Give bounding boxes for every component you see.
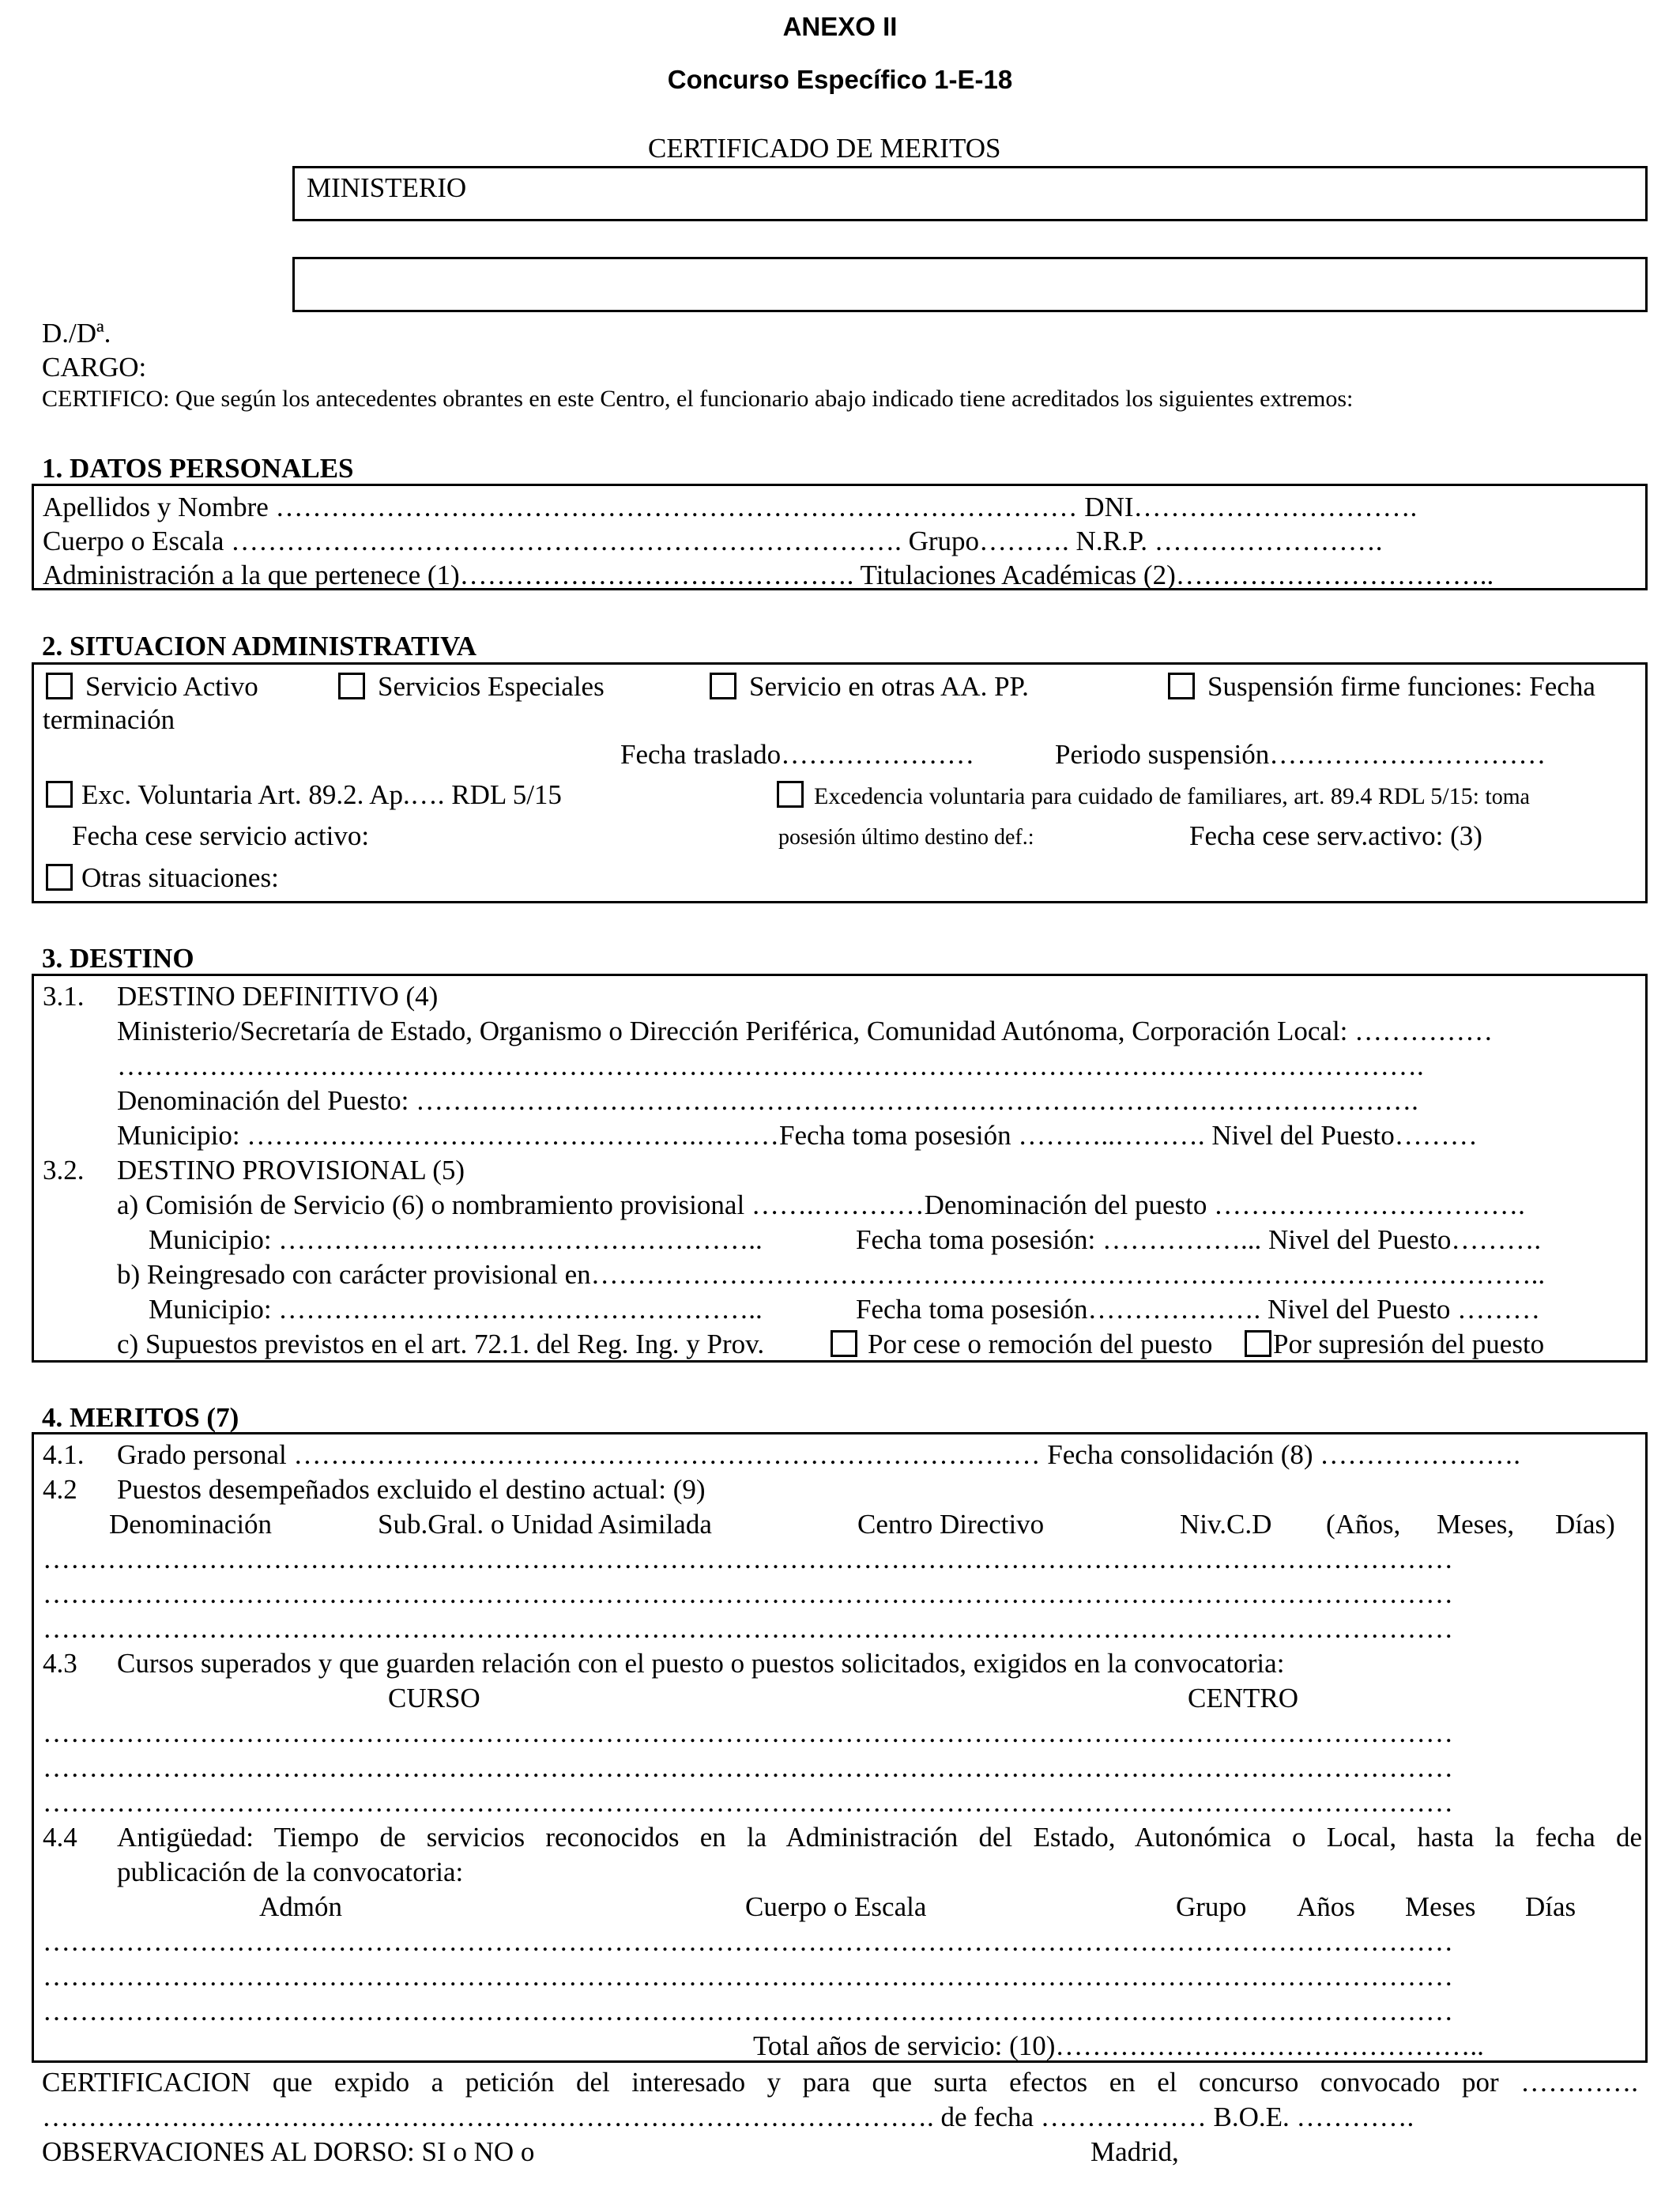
antiguedad-row-1: ……………………………………………………………………………………………………………………………………… <box>43 1926 1453 1957</box>
provisional-b-fecha: Fecha toma posesión………………. Nivel del Puesto ……… <box>856 1294 1541 1325</box>
fecha-cese-label: Fecha cese servicio activo: <box>72 820 370 851</box>
destino-provisional-title: DESTINO PROVISIONAL (5) <box>117 1155 465 1186</box>
certificacion-line-2: ……………………………………………………………………………………. de fecha ……………… B.O.E. …………. <box>42 2102 1414 2132</box>
contest-title: Concurso Específico 1-E-18 <box>667 65 1013 94</box>
col-anios: (Años, <box>1326 1509 1401 1540</box>
section-1-title: 1. DATOS PERSONALES <box>42 453 354 484</box>
destino-definitivo-line-2: ……………………………………………………………………………………………………………………………. <box>117 1050 1424 1081</box>
antiguedad-text-2: publicación de la convocatoria: <box>117 1857 464 1887</box>
personal-line-2: Cuerpo o Escala ………………………………………………………………. Grupo………. N.R.P. ……………………. <box>43 526 1383 556</box>
periodo-suspension: Periodo suspensión………………………… <box>1055 739 1546 770</box>
cursos-row-3: ……………………………………………………………………………………………………………………………………… <box>43 1787 1453 1818</box>
col-centro-directivo: Centro Directivo <box>857 1509 1045 1540</box>
puestos-desempenados: Puestos desempeñados excluido el destino actual: (9) <box>117 1474 706 1505</box>
fecha-traslado: Fecha traslado………………… <box>620 739 975 770</box>
checkbox-exc-voluntaria[interactable] <box>46 781 73 808</box>
cursos-row-2: ……………………………………………………………………………………………………………………………………… <box>43 1752 1453 1783</box>
checkbox-otras-situaciones[interactable] <box>46 864 73 891</box>
col-centro: CENTRO <box>1188 1683 1298 1713</box>
denominacion-puesto: Denominación del Puesto: ………………………………………………………………………………………………. <box>117 1085 1418 1116</box>
definitivo-municipio: Municipio: ………………………………………….………Fecha toma posesión ………..………. Nivel del Puesto……… <box>117 1120 1478 1151</box>
section-4-title: 4. MERITOS (7) <box>42 1402 239 1433</box>
antiguedad-row-3: ……………………………………………………………………………………………………………………………………… <box>43 1996 1453 2026</box>
total-anios-servicio: Total años de servicio: (10)……………………………………….. <box>753 2030 1484 2061</box>
personal-line-3: Administración a la que pertenece (1)……………………………………. Titulaciones Académicas (2)…………………………….. <box>43 560 1494 590</box>
provisional-b-municipio: Municipio: …………………………………………….. <box>149 1294 763 1325</box>
col-admon: Admón <box>259 1891 342 1922</box>
otras-aapp-label: Servicio en otras AA. PP. <box>749 671 1029 702</box>
checkbox-excedencia-familiares[interactable] <box>777 781 804 808</box>
destino-definitivo-title: DESTINO DEFINITIVO (4) <box>117 981 439 1012</box>
col-denominacion: Denominación <box>109 1509 273 1540</box>
col-nivcd: Niv.C.D <box>1180 1509 1272 1540</box>
destino-definitivo-line-1: Ministerio/Secretaría de Estado, Organismo o Dirección Periférica, Comunidad Autónoma, Corporación Local: …………… <box>117 1016 1494 1046</box>
posesion-ultimo-label: posesión último destino def.: <box>778 825 1034 850</box>
excedencia-familiares-label: Excedencia voluntaria para cuidado de familiares, art. 89.4 RDL 5/15: toma <box>814 783 1530 809</box>
cursos-text: Cursos superados y que guarden relación con el puesto o puestos solicitados, exigidos en la convocatoria: <box>117 1648 1285 1679</box>
servicio-activo-label: Servicio Activo <box>85 671 258 702</box>
section-1-box <box>32 484 1648 590</box>
checkbox-por-cese[interactable] <box>831 1330 857 1357</box>
ministry-box[interactable] <box>292 166 1648 221</box>
provisional-c: c) Supuestos previstos en el art. 72.1. del Reg. Ing. y Prov. <box>117 1329 765 1359</box>
num-4-3: 4.3 <box>43 1648 77 1679</box>
cursos-row-1: ……………………………………………………………………………………………………………………………………… <box>43 1717 1453 1748</box>
num-4-1: 4.1. <box>43 1439 85 1470</box>
provisional-a-municipio: Municipio: …………………………………………….. <box>149 1224 763 1255</box>
col-meses: Meses, <box>1437 1509 1515 1540</box>
checkbox-suspension[interactable] <box>1168 673 1195 699</box>
otras-situaciones-label: Otras situaciones: <box>81 862 279 893</box>
col-cuerpo: Cuerpo o Escala <box>745 1891 927 1922</box>
suspension-label: Suspensión firme funciones: Fecha <box>1207 671 1595 702</box>
dd-label: D./Dª. <box>42 318 111 349</box>
provisional-b: b) Reingresado con carácter provisional en………………………………………………………………………………………….. <box>117 1259 1546 1290</box>
num-4-4: 4.4 <box>43 1822 77 1853</box>
puestos-row-3: ……………………………………………………………………………………………………………………………………… <box>43 1613 1453 1644</box>
certificacion-line-1: CERTIFICACION que expido a petición del interesado y para que surta efectos en el concurso convocado por …………. <box>42 2067 1638 2098</box>
col-grupo: Grupo <box>1176 1891 1247 1922</box>
personal-line-1: Apellidos y Nombre …………………………………………………………………………… DNI…………………………. <box>43 492 1418 522</box>
servicios-especiales-label: Servicios Especiales <box>378 671 605 702</box>
provisional-a: a) Comisión de Servicio (6) o nombramiento provisional …….…………Denominación del puesto ……………………………. <box>117 1189 1525 1220</box>
observaciones-label: OBSERVACIONES AL DORSO: SI o NO o <box>42 2136 535 2167</box>
grado-personal: Grado personal ……………………………………………………………………… Fecha consolidación (8) …………………. <box>117 1439 1521 1470</box>
antiguedad-row-2: ……………………………………………………………………………………………………………………………………… <box>43 1961 1453 1992</box>
checkbox-servicio-activo[interactable] <box>46 673 73 699</box>
checkbox-servicios-especiales[interactable] <box>338 673 365 699</box>
ministry-name-box[interactable] <box>292 257 1648 312</box>
section-2-box <box>32 662 1648 903</box>
num-3-1: 3.1. <box>43 981 85 1012</box>
col-subgral: Sub.Gral. o Unidad Asimilada <box>378 1509 712 1540</box>
num-4-2: 4.2 <box>43 1474 77 1505</box>
col-dias: Días) <box>1555 1509 1615 1540</box>
certificate-title: CERTIFICADO DE MERITOS <box>648 133 1001 164</box>
por-cese-label: Por cese o remoción del puesto <box>868 1329 1213 1359</box>
por-supresion-label: Por supresión del puesto <box>1273 1329 1545 1359</box>
section-3-box <box>32 974 1648 1363</box>
section-3-title: 3. DESTINO <box>42 943 194 974</box>
ministry-label: MINISTERIO <box>307 172 467 203</box>
section-2-title: 2. SITUACION ADMINISTRATIVA <box>42 631 477 662</box>
fecha-cese-serv-label: Fecha cese serv.activo: (3) <box>1189 820 1482 851</box>
madrid-label: Madrid, <box>1090 2136 1179 2167</box>
section-4-box <box>32 1432 1648 2063</box>
puestos-row-1: ……………………………………………………………………………………………………………………………………… <box>43 1544 1453 1574</box>
col-anos: Años <box>1297 1891 1355 1922</box>
col-dia: Días <box>1525 1891 1576 1922</box>
antiguedad-text: Antigüedad: Tiempo de servicios reconocidos en la Administración del Estado, Autonómica o Local, hasta la fecha de <box>117 1822 1642 1853</box>
exc-voluntaria-label: Exc. Voluntaria Art. 89.2. Ap.…. RDL 5/15 <box>81 779 562 810</box>
cargo-label: CARGO: <box>42 352 147 383</box>
puestos-row-2: ……………………………………………………………………………………………………………………………………… <box>43 1578 1453 1609</box>
annex-title: ANEXO II <box>782 12 898 41</box>
checkbox-otras-aapp[interactable] <box>710 673 736 699</box>
checkbox-por-supresion[interactable] <box>1245 1330 1271 1357</box>
col-mes: Meses <box>1405 1891 1476 1922</box>
num-3-2: 3.2. <box>43 1155 85 1186</box>
terminacion-label: terminación <box>43 704 175 735</box>
certifico-text: CERTIFICO: Que según los antecedentes obrantes en este Centro, el funcionario abajo indicado tiene acreditados los siguientes extremos: <box>42 386 1354 412</box>
col-curso: CURSO <box>388 1683 480 1713</box>
provisional-a-fecha: Fecha toma posesión: ……………... Nivel del Puesto………. <box>856 1224 1542 1255</box>
